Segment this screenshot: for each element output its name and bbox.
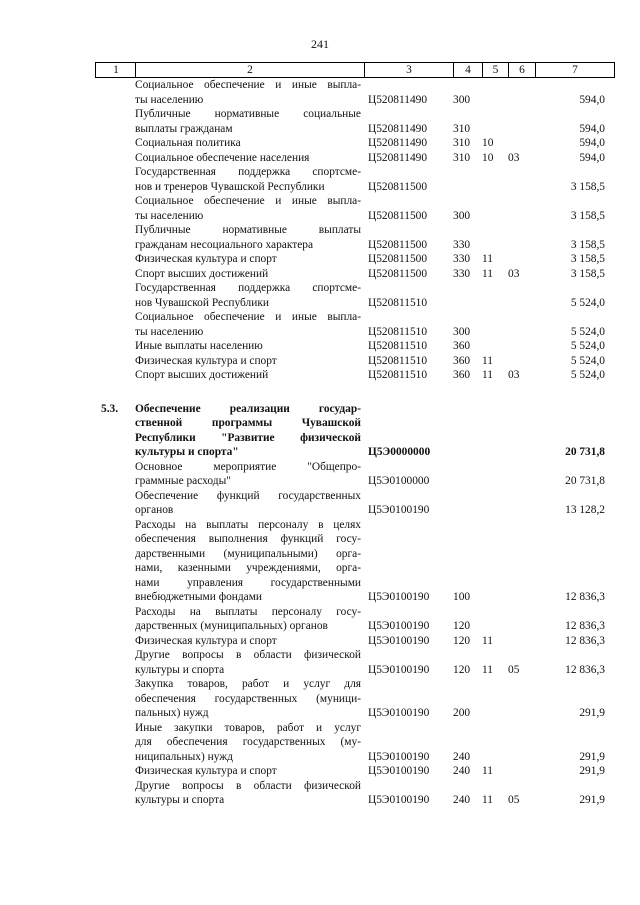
- row-amount: 12 836,3: [565, 634, 605, 647]
- row-amount: 3 158,5: [570, 253, 605, 265]
- row-code: Ц520811510: [368, 340, 428, 352]
- row-name-line: Другие вопросы в области физической: [135, 649, 361, 661]
- row-name: [135, 281, 361, 310]
- row-name-line: внебюджетными фондами: [135, 591, 263, 603]
- row-code: Ц5Э0100190: [368, 620, 430, 632]
- row-name: [135, 194, 361, 223]
- row-amount: 12 836,3: [565, 620, 605, 632]
- row-code: Ц520811500: [368, 253, 428, 265]
- table-row: [95, 107, 615, 136]
- row-col-4: 360: [453, 369, 471, 381]
- row-name: [135, 648, 361, 677]
- row-amount: 594,0: [579, 151, 605, 164]
- row-amount: 291,9: [579, 765, 605, 777]
- row-name-line: Иные закупки товаров, работ и услуг: [135, 721, 361, 734]
- row-name: [135, 677, 361, 721]
- row-amount: 5 524,0: [570, 354, 605, 367]
- row-col-5: 11: [482, 253, 493, 265]
- row-col-4: 240: [453, 750, 471, 763]
- row-name: [135, 721, 361, 765]
- row-amount: 291,9: [579, 707, 605, 719]
- row-col-4: 310: [453, 137, 471, 149]
- row-name-line: граммные расходы": [135, 475, 231, 487]
- row-code: Ц5Э0000000: [368, 446, 431, 458]
- row-name-line: выплаты гражданам: [135, 122, 233, 135]
- table-row: [95, 518, 615, 605]
- row-code: Ц520811500: [368, 267, 428, 280]
- row-name-line: Обеспечение реализации государ-: [135, 402, 361, 415]
- table-row: [95, 165, 615, 194]
- row-col-6: 03: [508, 267, 520, 280]
- row-name-line: Спорт высших достижений: [135, 369, 269, 381]
- row-name: [135, 165, 361, 194]
- table-row: [95, 78, 615, 107]
- row-name-line: Физическая культура и спорт: [135, 354, 277, 367]
- row-name-line: ниципальных) нужд: [135, 750, 233, 763]
- row-col-5: 11: [482, 663, 493, 676]
- row-code: Ц520811510: [368, 296, 428, 309]
- table-row: [95, 368, 615, 383]
- page-number: 241: [311, 37, 329, 51]
- row-name-line: Обеспечение функций государственных: [135, 489, 361, 502]
- row-code: Ц520811510: [368, 325, 428, 338]
- table-row: [95, 310, 615, 339]
- table-row: [95, 489, 615, 518]
- row-name-line: культуры и спорта: [135, 663, 225, 676]
- row-col-4: 330: [453, 238, 471, 251]
- row-amount: 13 128,2: [565, 504, 605, 516]
- table-body: [95, 78, 615, 808]
- row-code: Ц520811490: [368, 93, 428, 106]
- table-row: [95, 460, 615, 489]
- row-number: 5.3.: [101, 402, 119, 415]
- row-name-line: Публичные нормативные выплаты: [135, 224, 361, 236]
- table-row: [95, 339, 615, 354]
- row-code: Ц5Э0100190: [368, 707, 430, 719]
- row-name: [135, 368, 361, 383]
- row-amount: 594,0: [579, 122, 605, 135]
- row-code: Ц520811500: [368, 180, 428, 193]
- row-name-line: пальных) нужд: [135, 707, 209, 719]
- row-name: [135, 107, 361, 136]
- row-name: [135, 151, 361, 166]
- row-name-line: Социальное обеспечение и иные выпла-: [135, 79, 361, 91]
- budget-table: [95, 62, 615, 808]
- row-code: Ц520811510: [368, 369, 428, 381]
- row-name-line: Физическая культура и спорт: [135, 634, 277, 647]
- row-col-4: 300: [453, 325, 471, 338]
- row-col-4: 330: [453, 253, 471, 265]
- row-name-line: Публичные нормативные социальные: [135, 108, 361, 120]
- table-row: [95, 136, 615, 151]
- header-col-1: 1: [113, 64, 119, 76]
- row-amount: 5 524,0: [570, 369, 605, 381]
- row-col-5: 10: [482, 137, 494, 149]
- table-row: [95, 281, 615, 310]
- header-col-5: 5: [492, 64, 499, 76]
- row-col-4: 360: [453, 340, 471, 352]
- row-code: Ц5Э0100000: [368, 475, 430, 487]
- row-col-6: 03: [508, 369, 520, 381]
- row-name-line: Физическая культура и спорт: [135, 765, 277, 777]
- row-name-line: ственной программы Чувашской: [135, 417, 361, 429]
- row-name: [135, 779, 361, 808]
- row-amount: 291,9: [579, 794, 605, 806]
- row-name-line: Социальное обеспечение населения: [135, 151, 310, 164]
- row-name-line: для обеспечения государственных (му-: [135, 736, 361, 748]
- table-row: [95, 151, 615, 166]
- row-amount: 3 158,5: [570, 238, 605, 251]
- row-name: [135, 136, 361, 151]
- row-name-line: Иные выплаты населению: [135, 340, 263, 352]
- row-name: [135, 339, 361, 354]
- row-name: [135, 78, 361, 107]
- row-name-line: Закупка товаров, работ и услуг для: [135, 678, 361, 690]
- table-row: [95, 354, 615, 369]
- row-name-line: ты населению: [135, 325, 204, 338]
- row-code: Ц520811500: [368, 238, 428, 251]
- row-name: [135, 252, 361, 267]
- row-code: Ц5Э0100190: [368, 504, 430, 516]
- row-name-line: дарственных (муниципальных) органов: [135, 620, 328, 632]
- row-code: Ц5Э0100190: [368, 765, 430, 777]
- row-name-line: Государственная поддержка спортсме-: [135, 166, 361, 178]
- row-amount: 5 524,0: [570, 296, 605, 309]
- row-code: Ц520811490: [368, 137, 428, 149]
- row-col-6: 05: [508, 663, 520, 676]
- row-name-line: культуры и спорта": [135, 446, 239, 458]
- row-col-4: 310: [453, 122, 471, 135]
- row-col-4: 200: [453, 707, 471, 719]
- row-col-5: 10: [482, 151, 494, 164]
- row-name-line: обеспечения выполнения функций госу-: [135, 533, 361, 545]
- row-col-5: 11: [482, 794, 493, 806]
- table-row: [95, 605, 615, 634]
- row-name-line: Расходы на выплаты персоналу госу-: [135, 605, 361, 618]
- table-row: [95, 721, 615, 765]
- table-row: [95, 252, 615, 267]
- row-name: [135, 354, 361, 369]
- row-name-line: Расходы на выплаты персоналу в целях: [135, 518, 361, 531]
- row-name-line: обеспечения государственных (муници-: [135, 692, 361, 705]
- table-row: [95, 779, 615, 808]
- table-row: [95, 634, 615, 649]
- row-name: [135, 460, 361, 489]
- row-amount: 3 158,5: [570, 209, 605, 222]
- row-name-line: нов и тренеров Чувашской Республики: [135, 180, 325, 193]
- row-amount: 291,9: [579, 750, 605, 763]
- row-code: Ц520811500: [368, 209, 428, 222]
- row-name: [135, 310, 361, 339]
- row-col-4: 310: [453, 151, 471, 164]
- header-col-7: 7: [572, 64, 578, 76]
- row-name: [135, 223, 361, 252]
- table-row: [95, 402, 615, 460]
- row-amount: 20 731,8: [565, 446, 605, 458]
- table-row: [95, 764, 615, 779]
- row-code: Ц5Э0100190: [368, 663, 430, 676]
- row-col-6: 03: [508, 151, 520, 164]
- row-name: [135, 764, 361, 779]
- row-name-line: ты населению: [135, 93, 204, 106]
- row-name-line: культуры и спорта: [135, 794, 225, 806]
- row-name-line: дарственными (муниципальными) орга-: [135, 547, 361, 560]
- row-name: [135, 402, 361, 460]
- row-name: [135, 518, 361, 605]
- row-col-4: 120: [453, 620, 471, 632]
- row-amount: 5 524,0: [570, 325, 605, 338]
- row-col-4: 300: [453, 93, 471, 106]
- row-amount: 12 836,3: [565, 591, 605, 603]
- row-name-line: Республики "Развитие физической: [135, 431, 361, 444]
- row-name-line: нами, казенными учреждениями, орга-: [135, 562, 361, 574]
- row-amount: 5 524,0: [570, 340, 605, 352]
- row-name: [135, 605, 361, 634]
- row-amount: 3 158,5: [570, 267, 605, 280]
- row-col-5: 11: [482, 354, 493, 367]
- row-col-4: 120: [453, 634, 471, 647]
- row-col-4: 360: [453, 354, 471, 367]
- row-col-5: 11: [482, 634, 493, 647]
- row-code: Ц5Э0100190: [368, 591, 430, 603]
- row-code: Ц520811490: [368, 122, 428, 135]
- header-col-3: 3: [406, 64, 412, 76]
- row-name-line: органов: [135, 504, 174, 516]
- row-name-line: Физическая культура и спорт: [135, 253, 277, 265]
- row-col-5: 11: [482, 765, 493, 777]
- header-col-4: 4: [465, 64, 471, 76]
- row-name-line: Социальная политика: [135, 137, 241, 149]
- row-name: [135, 634, 361, 649]
- row-name-line: Спорт высших достижений: [135, 267, 269, 280]
- row-name: [135, 489, 361, 518]
- row-spacer: [95, 383, 615, 402]
- table-row: [95, 223, 615, 252]
- table-row: [95, 648, 615, 677]
- row-name-line: Основное мероприятие "Общепро-: [135, 460, 361, 473]
- row-name-line: Государственная поддержка спортсме-: [135, 282, 361, 294]
- row-code: Ц520811490: [368, 151, 428, 164]
- table-row: [95, 677, 615, 721]
- table-row: [95, 267, 615, 282]
- row-col-4: 240: [453, 765, 471, 777]
- row-name-line: Социальное обеспечение и иные выпла-: [135, 311, 361, 323]
- row-col-5: 11: [482, 267, 493, 280]
- row-amount: 594,0: [579, 137, 605, 149]
- row-code: Ц5Э0100190: [368, 794, 430, 806]
- row-name-line: гражданам несоциального характера: [135, 238, 314, 251]
- row-code: Ц520811510: [368, 354, 428, 367]
- row-name-line: Социальное обеспечение и иные выпла-: [135, 195, 361, 207]
- row-col-4: 300: [453, 209, 471, 222]
- row-code: Ц5Э0100190: [368, 634, 430, 647]
- header-col-2: 2: [247, 64, 253, 76]
- row-code: Ц5Э0100190: [368, 750, 430, 763]
- row-col-6: 05: [508, 794, 520, 806]
- row-col-4: 100: [453, 591, 471, 603]
- row-amount: 3 158,5: [570, 180, 605, 193]
- row-amount: 594,0: [579, 93, 605, 106]
- row-name-line: ты населению: [135, 209, 204, 222]
- row-name-line: нов Чувашской Республики: [135, 296, 269, 309]
- row-amount: 12 836,3: [565, 663, 605, 676]
- table-row: [95, 194, 615, 223]
- row-name-line: нами управления государственными: [135, 576, 361, 589]
- row-col-4: 330: [453, 267, 471, 280]
- row-name: [135, 267, 361, 282]
- row-col-4: 240: [453, 794, 471, 806]
- row-col-4: 120: [453, 663, 471, 676]
- row-amount: 20 731,8: [565, 475, 605, 487]
- row-col-5: 11: [482, 369, 493, 381]
- header-col-6: 6: [519, 64, 525, 76]
- table-header: [95, 62, 615, 78]
- row-name-line: Другие вопросы в области физической: [135, 779, 361, 792]
